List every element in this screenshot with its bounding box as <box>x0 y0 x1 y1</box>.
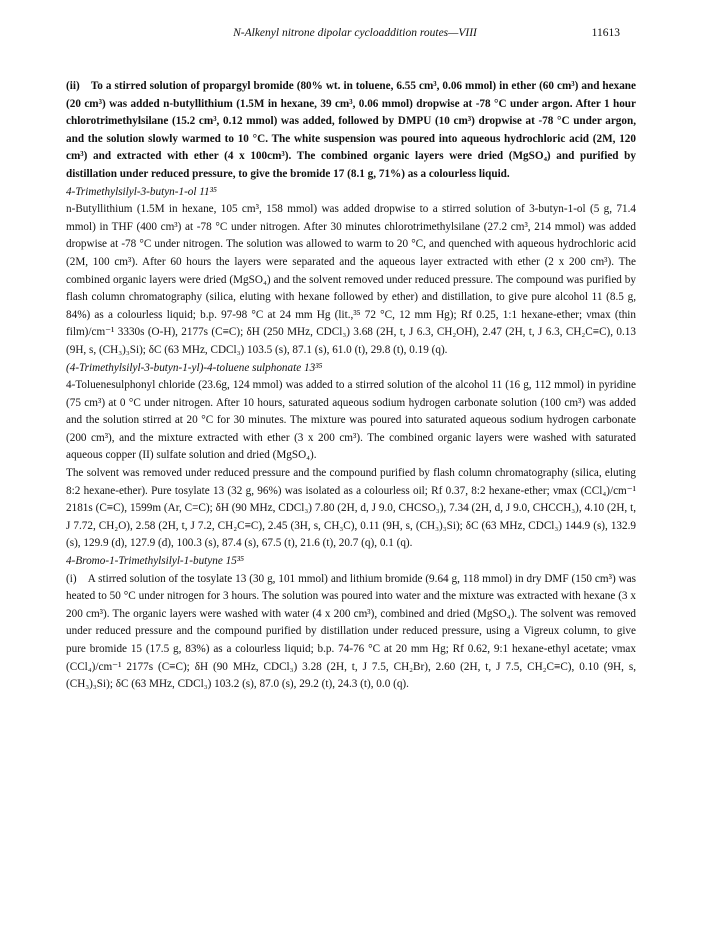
procedure-paragraph-tosylate-13-workup: The solvent was removed under reduced pressure and the compound purified by flash column chromatography (silica, eluting 8:2 hexane-ether). Pure tosylate 13 (32 g, 96%) was isolated as a colourless oil; Rf 0.37, 8:2 hexane-ether; νmax (CCl₄)/cm⁻¹ 2181s (C≡C), 1599m (Ar, C=C); δH (90 MHz, CDCl₃) 7.80 (2H, d, J 9.0, CHCSO₃), 7.34 (2H, d, J 9.0, CHCCH₃), 4.10 (2H, t, J 7.72, CH₂O), 2.58 (2H, t, J 7.2, CH₂C≡C), 2.45 (3H, s, CH₃C), 0.11 (9H, s, (CH₃)₃Si); δC (63 MHz, CDCl₃) 144.9 (s), 132.9 (s), 129.9 (d), 127.9 (d), 100.3 (s), 87.4 (s), 67.5 (t), 21.6 (t), 20.7 (q), 0.1 (q). <box>66 467 636 550</box>
page-number: 11613 <box>591 27 620 39</box>
running-head <box>90 27 620 43</box>
article-body <box>66 78 636 694</box>
procedure-paragraph-propargyl: (ii) To a stirred solution of propargyl bromide (80% wt. in toluene, 6.55 cm³, 0.06 mmol) in ether (60 cm³) and hexane (20 cm³) was added n-butyllithium (1.5M in hexane, 39 cm³, 0.06 mmol) dropwise at -78 °C under argon. After 1 hour chlorotrimethylsilane (15.2 cm³, 0.12 mmol) was added, followed by DMPU (10 cm³) dropwise at -78 °C under argon, and the solution slowly warmed to 10 °C. The white suspension was poured into aqueous hydrochloric acid (2M, 120 cm³) and extracted with ether (4 x 100cm³). The combined organic layers were dried (MgSO₄) and purified by distillation under reduced pressure, to give the bromide 17 (8.1 g, 71%) as a colourless liquid. <box>66 80 636 180</box>
procedure-paragraph-bromide-15: (i) A stirred solution of the tosylate 13 (30 g, 101 mmol) and lithium bromide (9.64 g, 118 mmol) in dry DMF (150 cm³) was heated to 50 °C under nitrogen for 3 hours. The solution was poured into water and the mixture was extracted with hexane (3 x 200 cm³). The organic layers were washed with water (4 x 200 cm³), combined and dried (MgSO₄). The solvent was removed under reduced pressure and the compound purified by distillation under reduced pressure, using a Vigreux column, to give pure bromide 15 (17.5 g, 83%) as a colourless liquid; b.p. 74-76 °C at 20 mm Hg; Rf 0.62, 9:1 hexane-ethyl acetate; νmax (CCl₄)/cm⁻¹ 2177s (C≡C); δH (90 MHz, CDCl₃) 3.28 (2H, t, J 7.5, CH₂Br), 2.60 (2H, t, J 7.5, CH₂C≡C), 0.10 (9H, s, (CH₃)₃Si); δC (63 MHz, CDCl₃) 103.2 (s), 87.0 (s), 29.2 (t), 24.3 (t), 0.0 (q). <box>66 572 636 691</box>
compound-heading-tosylate-13: (4-Trimethylsilyl-3-butyn-1-yl)-4-toluene sulphonate 13³⁵ <box>66 361 323 374</box>
running-head-title: N-Alkenyl nitrone dipolar cycloaddition routes—VIII <box>233 27 477 39</box>
procedure-paragraph-alcohol-11: n-Butyllithium (1.5M in hexane, 105 cm³, 158 mmol) was added dropwise to a stirred solution of 3-butyn-1-ol (5 g, 71.4 mmol) in THF (400 cm³) at -78 °C under nitrogen. After 30 minutes chlorotrimethylsilane (27.2 cm³, 214 mmol) was added dropwise at -78 °C under nitrogen. The solution was allowed to warm to 20 °C, and quenched with aqueous hydrochloric acid (2M, 100 cm³). After 60 hours the layers were separated and the aqueous layer extracted with ether (2 x 200 cm³). The combined organic layers were dried (MgSO₄) and the solvent removed under reduced pressure. The compound was purified by flash column chromatography (silica, eluting with hexane followed by ether) and distillation, to give pure alcohol 11 (8.5 g, 84%) as a colourless liquid; b.p. 97-98 °C at 24 mm Hg (lit.,³⁵ 72 °C, 12 mm Hg); Rf 0.25, 1:1 hexane-ether; νmax (thin film)/cm⁻¹ 3330s (O-H), 2177s (C≡C); δH (250 MHz, CDCl₃) 3.68 (2H, t, J 6.3, CH₂OH), 2.47 (2H, t, J 6.3, CH₂C≡C), 0.13 (9H, s, (CH₃)₃Si); δC (63 MHz, CDCl₃) 103.5 (s), 87.1 (s), 61.0 (t), 29.8 (t), 0.19 (q). <box>66 203 636 356</box>
compound-heading-bromide-15: 4-Bromo-1-Trimethylsilyl-1-butyne 15³⁵ <box>66 555 245 568</box>
procedure-paragraph-tosylate-13: 4-Toluenesulphonyl chloride (23.6g, 124 mmol) was added to a stirred solution of the alcohol 11 (16 g, 112 mmol) in pyridine (75 cm³) at 0 °C under nitrogen. After 10 hours, saturated aqueous sodium hydrogen carbonate solution (100 cm³) was added and the solution stirred at 20 °C for 30 minutes. The mixture was poured into saturated aqueous sodium hydrogen carbonate (200 cm³), and the mixture extracted with ether (3 x 200 cm³). The combined organic layers were washed with saturated aqueous copper (II) sulfate solution and dried (MgSO₄). <box>66 379 636 462</box>
compound-heading-alcohol-11: 4-Trimethylsilyl-3-butyn-1-ol 11³⁵ <box>66 185 217 198</box>
